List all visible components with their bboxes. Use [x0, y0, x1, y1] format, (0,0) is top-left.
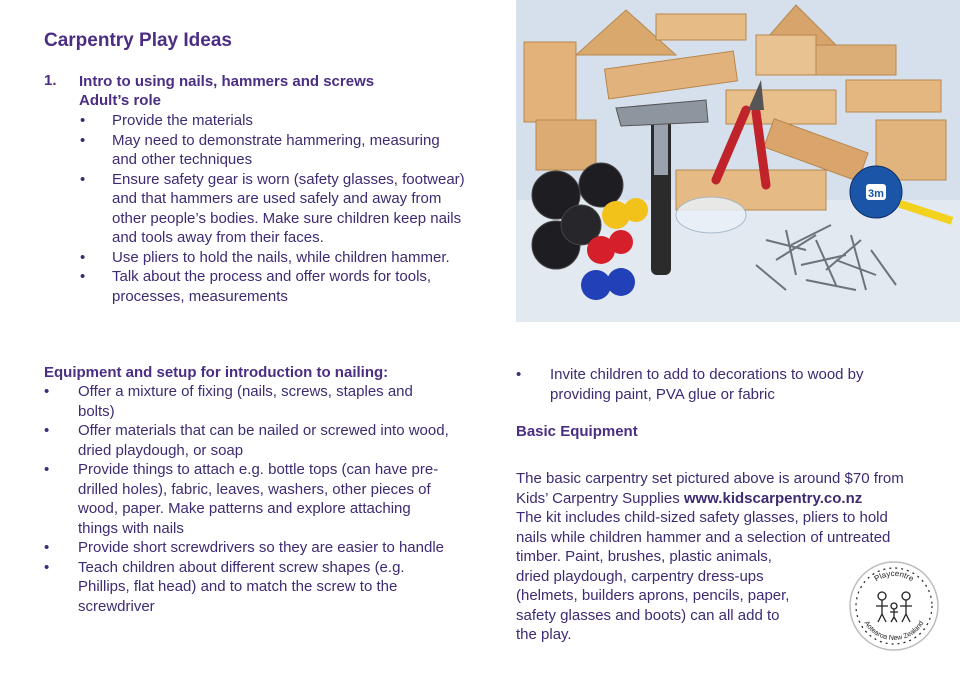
page-title: Carpentry Play Ideas: [44, 30, 232, 51]
logo-text-top: Playcentre: [872, 568, 916, 584]
text-line: the play.: [516, 626, 572, 643]
list-item: • Ensure safety gear is worn (safety glasses, footwear) and that hammers are used safely and away from other people’s bodies. Make sure children keep nails and tools away from their faces.: [112, 170, 467, 248]
equipment-setup-list-continued: [550, 365, 910, 404]
text-line: dried playdough, carpentry dress-ups: [516, 567, 764, 585]
text-line: The kit includes child-sized safety glasses, pliers to hold: [516, 509, 888, 526]
text-line: The basic carpentry set pictured above is around $70 from: [516, 470, 904, 487]
text-line: [516, 489, 948, 509]
wood-block: [756, 35, 816, 75]
yellow-wheel: [624, 198, 648, 222]
text-line: nails while children hammer and a selection of untreated: [516, 528, 891, 546]
section-1-heading-block: [79, 72, 374, 110]
text-line: (helmets, builders aprons, pencils, paper,: [516, 587, 790, 604]
blue-wheel: [607, 268, 635, 296]
blue-wheel: [581, 270, 611, 300]
text-line: timber. Paint, brushes, plastic animals,: [516, 548, 772, 565]
section-1-heading: Intro to using nails, hammers and screws: [79, 73, 375, 90]
text-fragment: Kids’ Carpentry Supplies: [516, 489, 684, 507]
carpentry-kit-photo: [516, 0, 960, 322]
list-item: • Invite children to add to decorations to wood by providing paint, PVA glue or fabric: [550, 365, 910, 404]
wood-block: [524, 42, 576, 122]
safety-glasses: [676, 197, 746, 233]
carpentry-kit-illustration: [516, 0, 960, 322]
list-item: • May need to demonstrate hammering, measuring and other techniques: [112, 131, 467, 170]
adult-role-subheading: Adult’s role: [79, 92, 161, 109]
red-wheel: [609, 230, 633, 254]
logo-text-bottom: Aotearoa New Zealand: [862, 619, 926, 643]
section-number: 1.: [44, 72, 57, 89]
playcentre-logo: [848, 560, 940, 652]
wood-plank: [656, 14, 746, 40]
list-item: • Offer materials that can be nailed or screwed into wood, dried playdough, or soap: [78, 421, 453, 460]
wood-plank: [816, 45, 896, 75]
tape-measure-text: 3m: [868, 188, 884, 200]
list-item: • Teach children about different screw shapes (e.g. Phillips, flat head) and to match the screw to the screwdriver: [78, 558, 453, 617]
text-line: safety glasses and boots) can all add to: [516, 606, 780, 624]
list-item: • Talk about the process and offer words for tools, processes, measurements: [112, 267, 467, 306]
equipment-setup-heading: Equipment and setup for introduction to nailing:: [44, 364, 389, 381]
wood-block: [536, 120, 596, 170]
list-item: • Offer a mixture of fixing (nails, screws, staples and bolts): [78, 382, 453, 421]
list-item: • Provide things to attach e.g. bottle tops (can have pre-drilled holes), fabric, leaves, washers, other pieces of wood, paper. Make patterns and explore attaching things with nails: [78, 460, 453, 538]
wood-plank: [846, 80, 941, 112]
list-item: • Provide the materials: [112, 111, 467, 131]
adult-role-list: [112, 111, 467, 306]
website-link[interactable]: www.kidscarpentry.co.nz: [683, 489, 863, 507]
equipment-setup-list: [78, 382, 453, 616]
basic-equipment-heading: Basic Equipment: [516, 423, 638, 440]
list-item: • Use pliers to hold the nails, while children hammer.: [112, 248, 467, 268]
black-wheel: [579, 163, 623, 207]
list-item: • Provide short screwdrivers so they are easier to handle: [78, 538, 453, 558]
